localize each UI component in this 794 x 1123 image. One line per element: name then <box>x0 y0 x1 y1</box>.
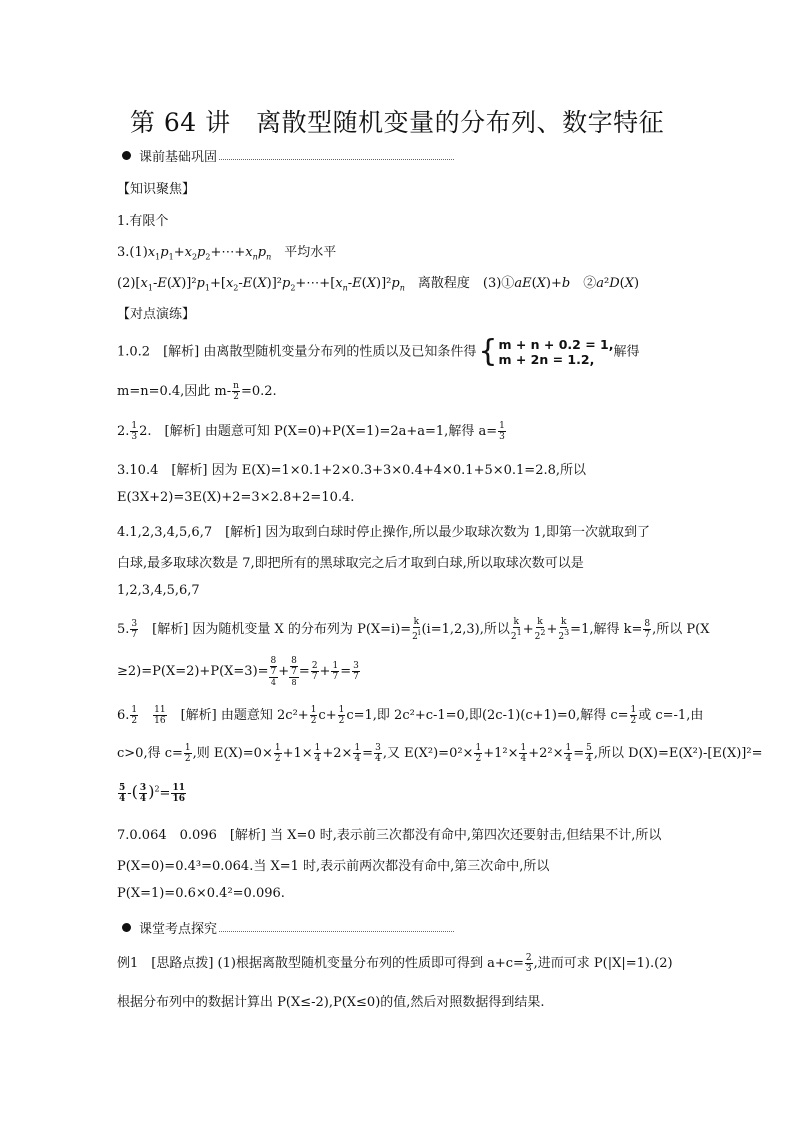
example1-line-a <box>117 952 673 974</box>
q6-text: = <box>573 746 585 761</box>
fraction: $\frac{1}{3}$ <box>499 421 505 442</box>
fraction: $\frac{1}{2}$ <box>131 705 138 726</box>
fraction: $\frac{1}{2}$ <box>310 705 317 726</box>
fraction: $\frac{1}{4}$ <box>520 743 527 764</box>
section-heading: 课堂考点探究 <box>139 922 218 937</box>
q3-line-a: 3.10.4 [解析] 因为 E(X)=1×0.1+2×0.3+3×0.4+4×0.1+5×0.1=2.8,所以 <box>117 463 586 478</box>
q7-line-c: P(X=1)=0.6×0.4²=0.096. <box>117 886 285 901</box>
example1-text: 例1 [思路点拨] (1)根据离散型随机变量分布列的性质即可得到 a+c= <box>117 956 524 971</box>
fraction: $\frac{3}{4}$ <box>375 743 381 764</box>
fraction: $\frac{1}{3}$ <box>131 421 138 442</box>
q2-text: 2. [解析] 由题意可知 P(X=0)+P(X=1)=2a+a=1,解得 a= <box>139 424 498 439</box>
q6-num: 6. <box>117 708 130 723</box>
q6-text: +1× <box>282 746 313 761</box>
q1-text-c: =0.2. <box>240 384 277 399</box>
q6-line-a <box>117 704 703 726</box>
answer-line-3-1: $3.(1)x_1p_1+x_2p_2+\cdots+x_np_n$ 平均水平 <box>117 245 337 262</box>
q6-text: 或 c=-1,由 <box>638 708 704 723</box>
equation-1: m + n + 0.2 = 1, <box>498 337 614 352</box>
q6-text: c=1,即 2c²+c-1=0,即(2c-1)(c+1)=0,解得 c= <box>346 708 629 723</box>
q2-line: 2. $\frac{1}{3}$ 2. [解析] 由题意可知 P(X=0)+P(X=1)=2a+a=1,解得 a= $\frac{1}{3}$ <box>117 421 505 442</box>
q3-line-b: E(3X+2)=3E(X)+2=3×2.8+2=10.4. <box>117 490 355 505</box>
fraction: $\frac{1}{4}$ <box>314 743 321 764</box>
q6-text: c>0,得 c= <box>117 746 183 761</box>
q6-line-c: $\frac{5}{4}$ -( $\frac{3}{4}$ )$^2$= $\frac{11}{16}$ <box>119 782 185 804</box>
q6-text: +2× <box>322 746 353 761</box>
q6-text: c+ <box>318 708 337 723</box>
fraction: $\frac{\frac{8}{7}}{8}$ <box>291 656 297 687</box>
fraction: $\frac{k}{2^2}$ <box>534 617 546 642</box>
q1-text: 1.0.2 [解析] 由离散型随机变量分布列的性质以及已知条件得 <box>117 344 477 360</box>
bullet-icon <box>122 151 131 160</box>
q6-text: +2²× <box>528 746 564 761</box>
q6-text: = <box>362 746 374 761</box>
q7-line-a: 7.0.064 0.096 [解析] 当 X=0 时,表示前三次都没有命中,第四次还要射击,但结果不计,所以 <box>117 828 662 843</box>
fraction: $\frac{2}{7}$ <box>311 661 318 682</box>
q5-text-b: ≥2)=P(X=2)+P(X=3)= <box>117 664 269 679</box>
q4-line-a: 4.1,2,3,4,5,6,7 [解析] 因为取到白球时停止操作,所以最少取球次数为 1,即第一次就取到了 <box>117 525 651 540</box>
knowledge-heading: 【知识聚焦】 <box>117 182 196 197</box>
section-heading: 课前基础巩固 <box>139 150 218 165</box>
fraction: $\frac{\frac{8}{7}}{4}$ <box>270 656 277 687</box>
fraction: $\frac{2}{3}$ <box>525 953 532 974</box>
section-pre-class <box>117 146 454 165</box>
q1-text-b: m=n=0.4,因此 m- <box>117 384 232 399</box>
q5-text: [解析] 因为随机变量 X 的分布列为 P(X=i)= <box>139 622 412 637</box>
q5-num: 5. <box>117 622 130 637</box>
q5-text: (i=1,2,3),所以 <box>421 622 510 637</box>
bullet-icon <box>122 923 131 932</box>
example1-line-b: 根据分布列中的数据计算出 P(X≤-2),P(X≤0)的值,然后对照数据得到结果. <box>117 995 545 1010</box>
fraction: $\frac{k}{2^i}$ <box>412 617 421 642</box>
example1-text: ,进而可求 P(|X|=1).(2) <box>533 956 673 971</box>
answer-line-1: 1.有限个 <box>117 214 169 229</box>
q6-text: ,所以 D(X)=E(X²)-[E(X)]²= <box>593 746 763 761</box>
fraction: $\frac{1}{2}$ <box>274 743 281 764</box>
q4-line-b: 白球,最多取球次数是 7,即把所有的黑球取完之后才取到白球,所以取球次数可以是 <box>117 556 584 571</box>
fraction: $\frac{1}{4}$ <box>354 743 361 764</box>
fraction: $\frac{1}{7}$ <box>332 661 339 682</box>
q6-text: ,则 E(X)=0× <box>192 746 273 761</box>
q5-line-a: 5. $\frac{3}{7}$ [解析] 因为随机变量 X 的分布列为 P(X=i)= $\frac{k}{2^i}$ (i=1,2,3),所以 $\frac{k}{2^1}$ + $\frac{k}{2^2}$ + $\frac{k}{2^3}$ =1,解得 k= $\frac{8}{7}$ ,所以 P(X <box>117 617 710 642</box>
fraction: $\frac{k}{2^3}$ <box>558 617 570 642</box>
fraction: $\frac{1}{2}$ <box>184 743 191 764</box>
practice-heading: 【对点演练】 <box>117 307 196 322</box>
equation-2: m + 2n = 1.2, <box>498 352 595 367</box>
fraction: $\frac{3}{7}$ <box>353 661 359 682</box>
fraction: $\frac{3}{7}$ <box>131 619 138 640</box>
page-title: 第 64 讲 离散型随机变量的分布列、数字特征 <box>129 108 665 137</box>
fraction: $\frac{5}{4}$ <box>119 783 126 804</box>
answer-text: 平均水平 <box>284 245 337 260</box>
fraction: $\frac{3}{4}$ <box>139 783 147 804</box>
equation-system: { m + n + 0.2 = 1, m + 2n = 1.2, <box>478 334 614 369</box>
q1-line-b <box>117 380 277 402</box>
q1-solve-text: 解得 <box>613 344 640 360</box>
q6-text: ,又 E(X²)=0²× <box>382 746 474 761</box>
dotted-rule <box>219 923 454 932</box>
fraction: $\frac{11}{16}$ <box>154 705 166 726</box>
dotted-rule <box>219 151 454 160</box>
q6-line-b <box>117 742 762 764</box>
fraction: $\frac{11}{16}$ <box>172 783 185 804</box>
fraction: $\frac{8}{7}$ <box>644 619 651 640</box>
fraction: $\frac{5}{4}$ <box>586 743 592 764</box>
q6-text: [解析] 由题意知 2c²+ <box>167 708 309 723</box>
q5-line-b: ≥2)=P(X=2)+P(X=3)= $\frac{\frac{8}{7}}{4}$ + $\frac{\frac{8}{7}}{8}$ = $\frac{2}{7}$ + $\frac{1}{7}$ = $\frac{3}{7}$ <box>117 656 359 687</box>
q4-line-c: 1,2,3,4,5,6,7 <box>117 583 200 598</box>
fraction: $\frac{n}{2}$ <box>233 381 239 402</box>
fraction: $\frac{1}{2}$ <box>338 705 345 726</box>
fraction: $\frac{1}{4}$ <box>565 743 572 764</box>
q5-text: ,所以 P(X <box>652 622 710 637</box>
q1-line-a <box>117 334 640 369</box>
fraction: $\frac{1}{2}$ <box>630 705 637 726</box>
q6-text: +1²× <box>483 746 519 761</box>
fraction: $\frac{k}{2^1}$ <box>510 617 522 642</box>
q7-line-b: P(X=0)=0.4³=0.064.当 X=1 时,表示前两次都没有命中,第三次命中,所以 <box>117 859 550 874</box>
answer-text: 离散程度 <box>417 276 470 291</box>
section-in-class <box>117 918 454 937</box>
fraction: $\frac{1}{2}$ <box>475 743 482 764</box>
q5-text: =1,解得 k= <box>570 622 643 637</box>
answer-line-3-2: $(2)[x_1-E(X)]^2p_1+[x_2-E(X)]^2p_2+\cdots+[x_n-E(X)]^2p_n$ 离散程度 (3)①aE(X)+b ②a²D(X) <box>117 276 640 293</box>
